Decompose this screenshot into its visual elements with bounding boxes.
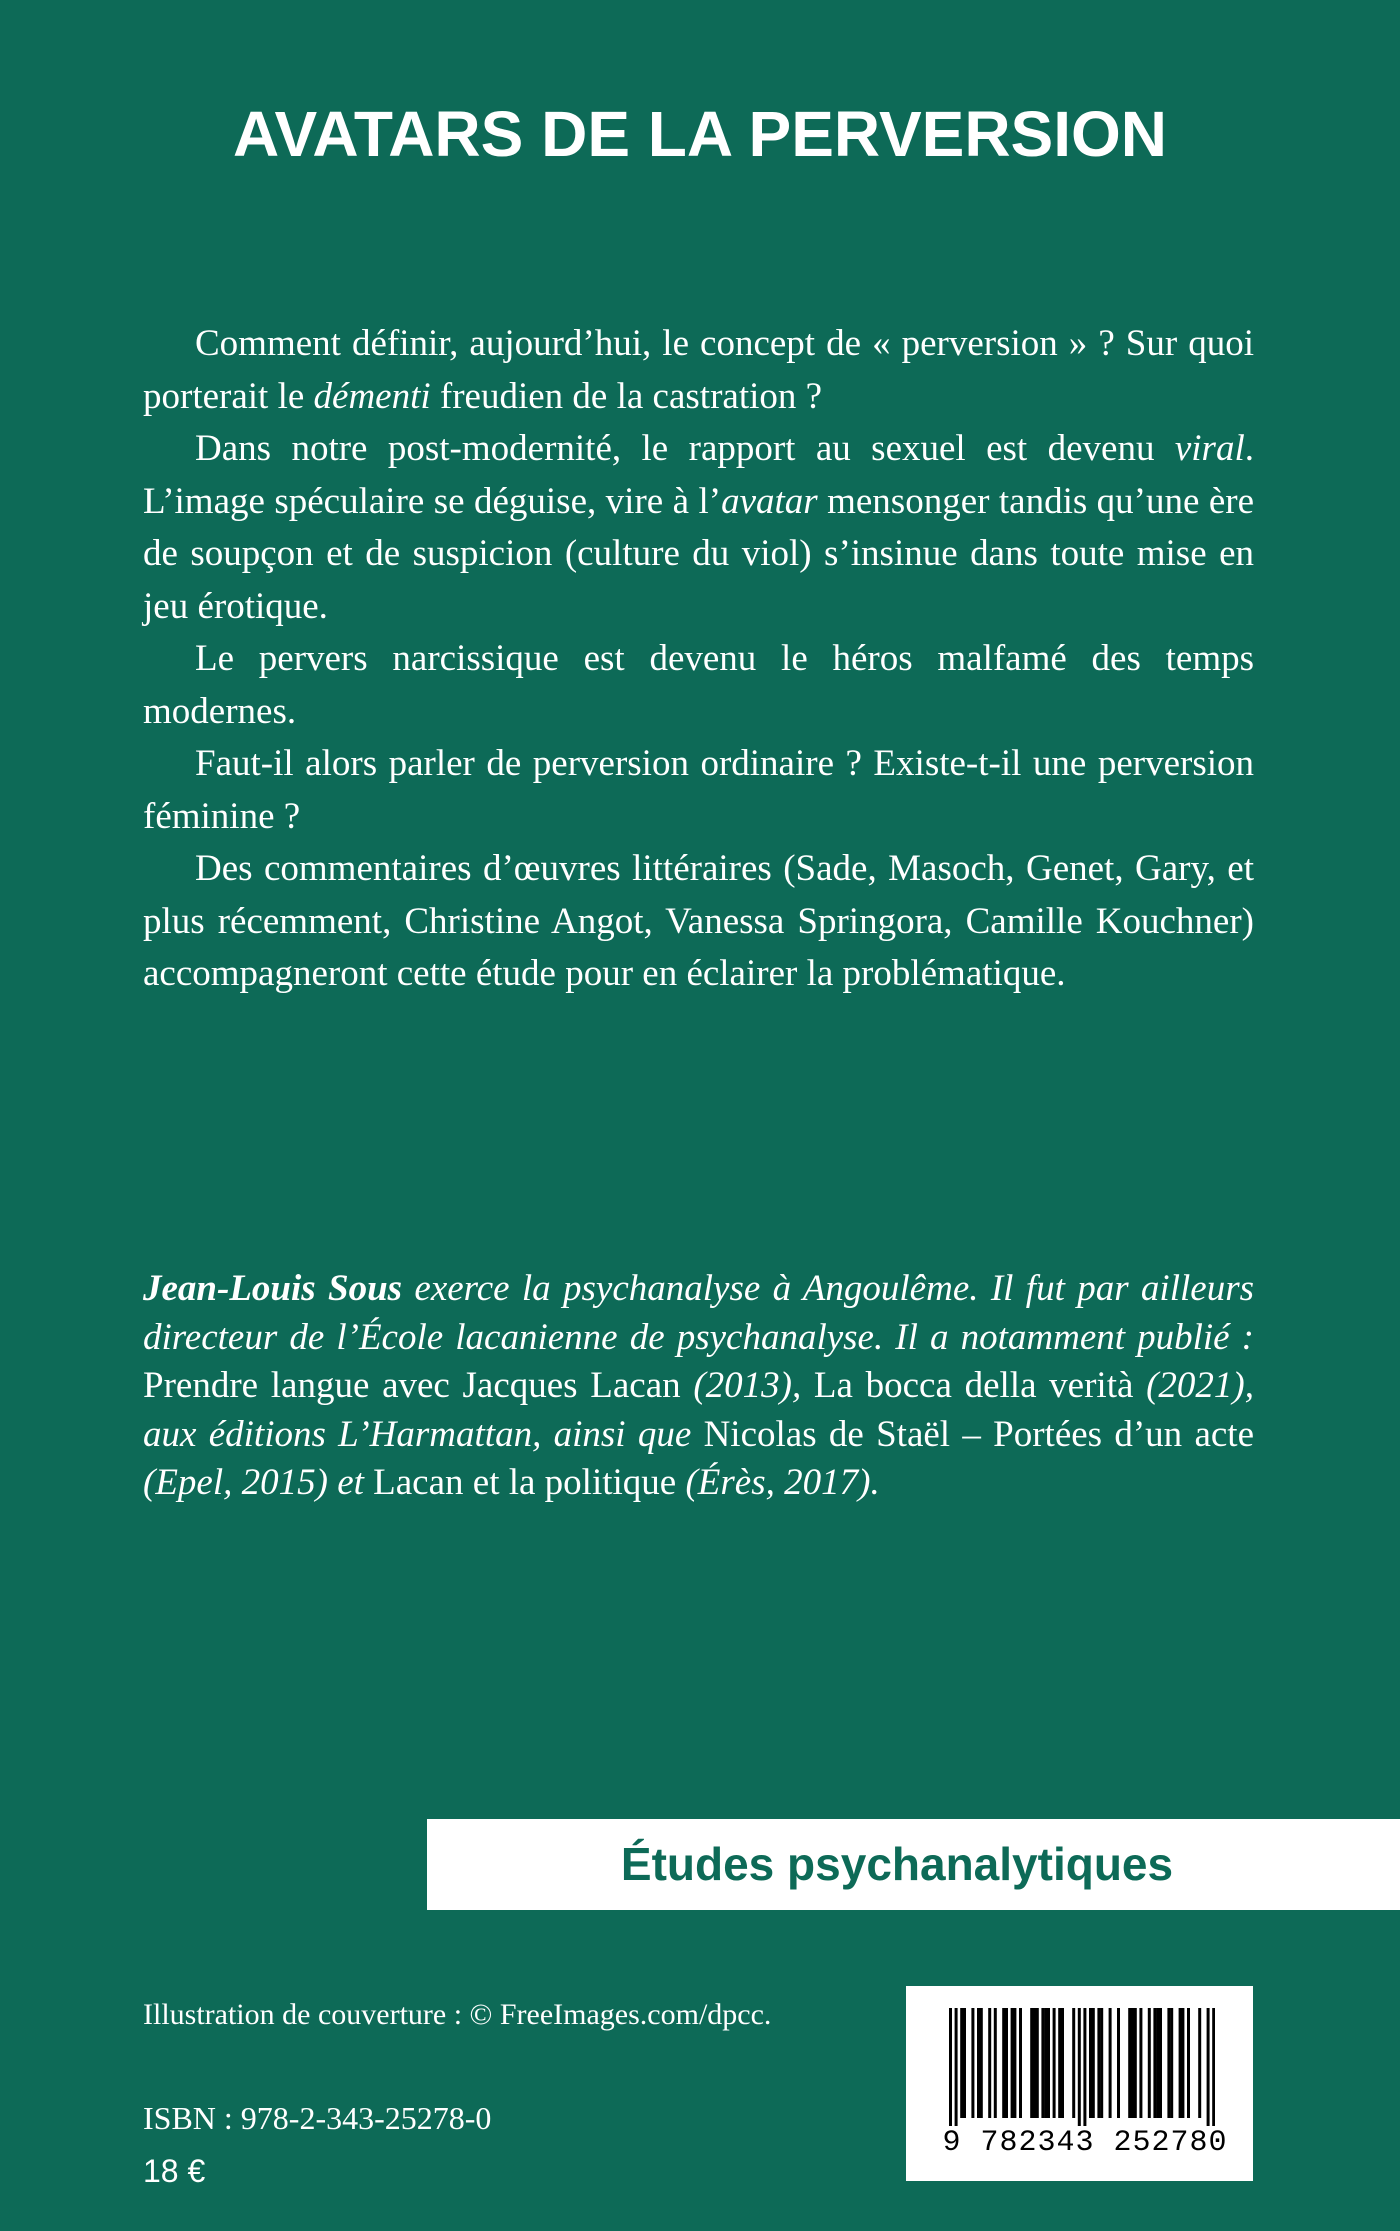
- barcode-bar: [1153, 2008, 1156, 2118]
- barcode-bar: [977, 2008, 980, 2118]
- blurb-text: Dans notre post-modernité, le rapport au sexuel est devenu: [195, 428, 1175, 469]
- isbn: ISBN : 978-2-343-25278-0: [143, 2100, 492, 2136]
- barcode-bar: [963, 2008, 966, 2118]
- barcode-bar: [1036, 2008, 1039, 2118]
- barcode-bar: [1181, 2008, 1184, 2118]
- bio-text: (Érès, 2017).: [676, 1462, 880, 1503]
- bio-text: (2013),: [680, 1365, 814, 1406]
- barcode-bar: [1179, 2008, 1182, 2118]
- barcode-bar: [1212, 2008, 1215, 2126]
- book-title-ref: Nicolas de Staël – Portées d’un acte: [703, 1413, 1255, 1455]
- blurb-paragraph: Des commentaires d’œuvres littéraires (Sade, Masoch, Genet, Gary, et plus récemment, Christine Angot, Vanessa Springora, Camille Kouchner) accompagneront cette étude pour en éclairer la problématique.: [143, 848, 1254, 994]
- cover-credit: Illustration de couverture : © FreeImages.com/dpcc.: [143, 1998, 772, 2031]
- barcode-bar: [949, 2008, 952, 2126]
- barcode-bar: [1159, 2008, 1162, 2118]
- bio-text: exerce la psychanalyse à Angoulême. Il fut par ailleurs directeur de l’École lacanienne de psychanalyse. Il a notamment publié :: [143, 1268, 1254, 1358]
- barcode-bar: [1019, 2008, 1022, 2118]
- blurb-paragraph: [143, 423, 1254, 633]
- barcode-bar: [1061, 2008, 1064, 2118]
- blurb-emphasis: viral: [1174, 428, 1245, 469]
- barcode-bar: [988, 2008, 991, 2118]
- bio-text: (Epel, 2015) et: [143, 1462, 374, 1503]
- barcode-bar: [971, 2008, 974, 2118]
- barcode-bar: [1156, 2008, 1159, 2118]
- barcode-bar: [1011, 2008, 1014, 2118]
- barcode-bar: [1167, 2008, 1170, 2118]
- barcode-bar: [960, 2008, 963, 2118]
- barcode-bar: [1047, 2008, 1050, 2118]
- barcode-bar: [1139, 2008, 1142, 2118]
- barcode-bar: [1005, 2008, 1008, 2118]
- series-band: [427, 1819, 1400, 1910]
- barcode-bar: [1041, 2008, 1044, 2118]
- barcode-bar: [1053, 2008, 1056, 2118]
- blurb-text: Comment définir, aujourd’hui, le concept de « perversion » ? Sur quoi porterait le: [143, 323, 1254, 417]
- barcode-bar: [1030, 2008, 1033, 2118]
- barcode-bar: [1198, 2008, 1201, 2118]
- book-title-ref: Lacan et la politique: [373, 1462, 677, 1503]
- blurb-text: . L’image spéculaire se déguise, vire à l’: [143, 428, 1254, 522]
- barcode-bar: [1187, 2008, 1190, 2118]
- blurb-paragraph: [143, 318, 1254, 423]
- barcode-bar: [1117, 2008, 1120, 2118]
- barcode-bar: [1207, 2008, 1210, 2126]
- blurb-paragraph: Faut-il alors parler de perversion ordinaire ? Existe-t-il une perversion féminine ?: [143, 743, 1254, 837]
- barcode-bar: [1013, 2008, 1016, 2118]
- barcode-bar: [1058, 2008, 1061, 2118]
- author-name: Jean-Louis Sous: [143, 1268, 403, 1309]
- barcode-bar: [1134, 2008, 1137, 2118]
- book-title-ref: Prendre langue avec Jacques Lacan: [143, 1365, 681, 1406]
- barcode-bar: [1033, 2008, 1036, 2118]
- barcode-bar: [1044, 2008, 1047, 2118]
- barcode-bar: [1109, 2008, 1112, 2118]
- barcode-bar: [1100, 2008, 1103, 2118]
- author-bio: [143, 1265, 1254, 1508]
- barcode-bar: [1128, 2008, 1131, 2118]
- barcode-bar: [994, 2008, 997, 2118]
- barcode-bar: [1089, 2008, 1092, 2118]
- barcode-bar: [1092, 2008, 1095, 2118]
- barcode-bar: [1148, 2008, 1151, 2118]
- barcode-bar: [1072, 2008, 1075, 2118]
- book-title: AVATARS DE LA PERVERSION: [232, 98, 1168, 170]
- barcode-digits: 9 782343 252780: [942, 2126, 1228, 2160]
- barcode-bar: [1170, 2008, 1173, 2118]
- barcode-bar: [955, 2008, 958, 2126]
- barcode-bar: [1083, 2008, 1086, 2126]
- series-label: Études psychanalytiques: [620, 1838, 1174, 1890]
- blurb-emphasis: avatar: [721, 480, 818, 522]
- blurb-emphasis: démenti: [313, 375, 431, 417]
- bio-text: (2021), aux éditions L’Harmattan, ainsi que: [143, 1365, 1254, 1455]
- back-cover-blurb: [143, 318, 1254, 1001]
- barcode: [906, 1986, 1253, 2181]
- barcode-bar: [1097, 2008, 1100, 2118]
- barcode-bars: [949, 2008, 1215, 2126]
- book-title-ref: La bocca della verità: [813, 1365, 1134, 1406]
- price: 18 €: [143, 2153, 206, 2189]
- blurb-text: mensonger tandis qu’une ère de soupçon et de suspicion (culture du viol) s’insinue dans toute mise en jeu érotique.: [143, 480, 1255, 627]
- blurb-text: freudien de la castration ?: [430, 375, 823, 417]
- barcode-bar: [1131, 2008, 1134, 2118]
- barcode-bar: [1078, 2008, 1081, 2126]
- barcode-bar: [1002, 2008, 1005, 2118]
- barcode-bar: [980, 2008, 983, 2118]
- blurb-paragraph: Le pervers narcissique est devenu le héros malfamé des temps modernes.: [143, 638, 1254, 732]
